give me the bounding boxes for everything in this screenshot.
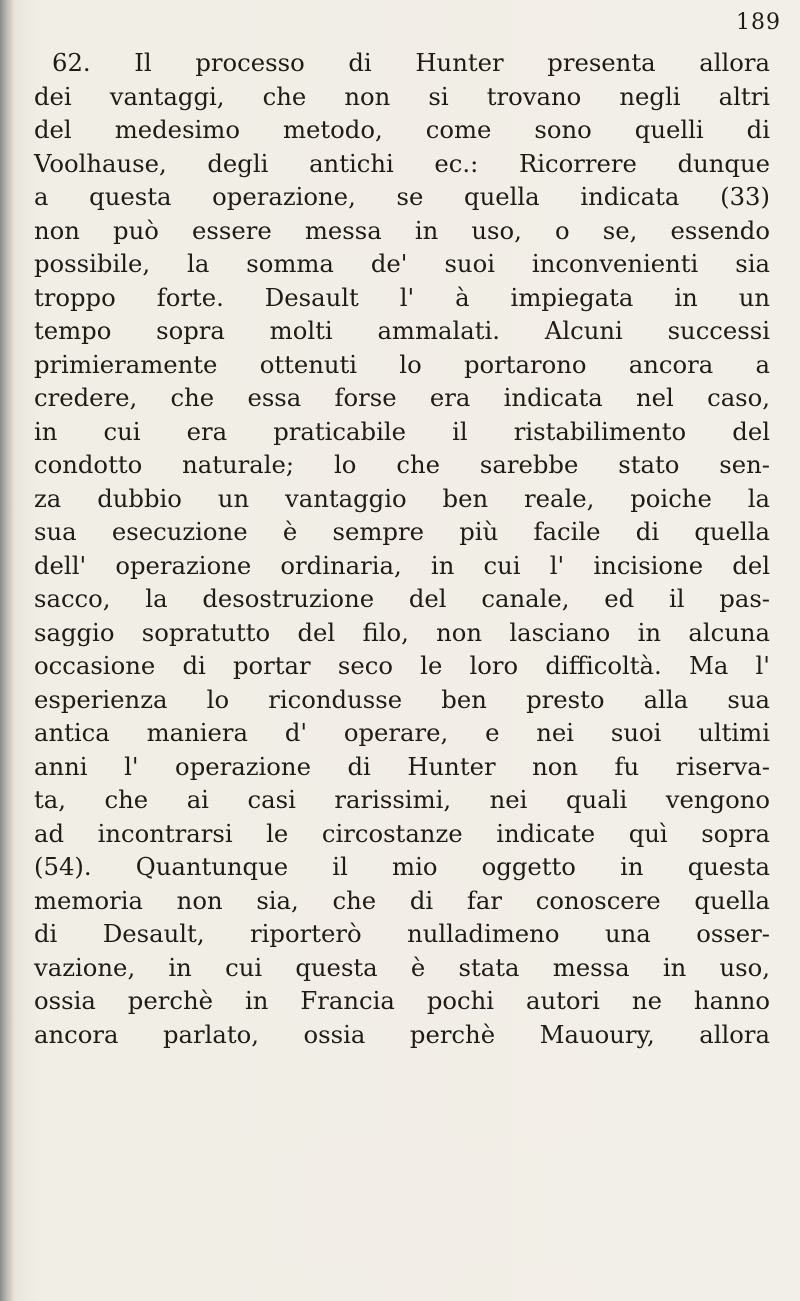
text-line: saggio sopratutto del filo, non lasciano in alcuna xyxy=(34,617,770,647)
binding-shadow xyxy=(0,0,14,1301)
text-line: di Desault, riporterò nulladimeno una osser- xyxy=(34,919,770,948)
text-line: vazione, in cui questa è stata messa in uso, xyxy=(34,952,770,982)
text-line: za dubbio un vantaggio ben reale, poiche la xyxy=(34,483,770,513)
text-line: anni l' operazione di Hunter non fu riserva- xyxy=(34,751,770,781)
text-line: memoria non sia, che di far conoscere quella xyxy=(34,885,770,915)
text-line: tempo sopra molti ammalati. Alcuni successi xyxy=(34,316,770,345)
text-line: dei vantaggi, che non si trovano negli altri xyxy=(34,81,770,111)
text-line: antica maniera d' operare, e nei suoi ultimi xyxy=(34,718,770,747)
text-line: ta, che ai casi rarissimi, nei quali vengono xyxy=(34,785,770,814)
text-line: (54). Quantunque il mio oggetto in questa xyxy=(34,852,770,881)
text-line: ad incontrarsi le circostanze indicate quì sopra xyxy=(34,818,770,848)
text-line: dell' operazione ordinaria, in cui l' incisione del xyxy=(34,550,770,580)
text-line: ancora parlato, ossia perchè Mauoury, allora xyxy=(34,1019,770,1049)
text-line: Voolhause, degli antichi ec.: Ricorrere dunque xyxy=(34,148,770,178)
text-line: del medesimo metodo, come sono quelli di xyxy=(34,115,770,144)
text-line: sacco, la desostruzione del canale, ed il pas- xyxy=(34,584,770,613)
text-line: troppo forte. Desault l' à impiegata in un xyxy=(34,282,770,312)
text-line: a questa operazione, se quella indicata (33) xyxy=(34,182,770,211)
text-line: credere, che essa forse era indicata nel caso, xyxy=(34,383,770,412)
page-number: 189 xyxy=(736,10,781,35)
text-line: condotto naturale; lo che sarebbe stato sen- xyxy=(34,450,770,479)
body-text xyxy=(34,46,770,1051)
text-line: non può essere messa in uso, o se, essendo xyxy=(34,215,770,245)
text-line: 62. Il processo di Hunter presenta allora xyxy=(52,48,770,77)
text-line: possibile, la somma de' suoi inconvenienti sia xyxy=(34,249,770,278)
text-line: occasione di portar seco le loro difficoltà. Ma l' xyxy=(34,651,770,680)
text-line: sua esecuzione è sempre più facile di quella xyxy=(34,517,770,546)
text-line: in cui era praticabile il ristabilimento del xyxy=(34,416,770,446)
text-line: ossia perchè in Francia pochi autori ne hanno xyxy=(34,986,770,1015)
text-line: esperienza lo ricondusse ben presto alla sua xyxy=(34,684,770,714)
text-line: primieramente ottenuti lo portarono ancora a xyxy=(34,349,770,379)
